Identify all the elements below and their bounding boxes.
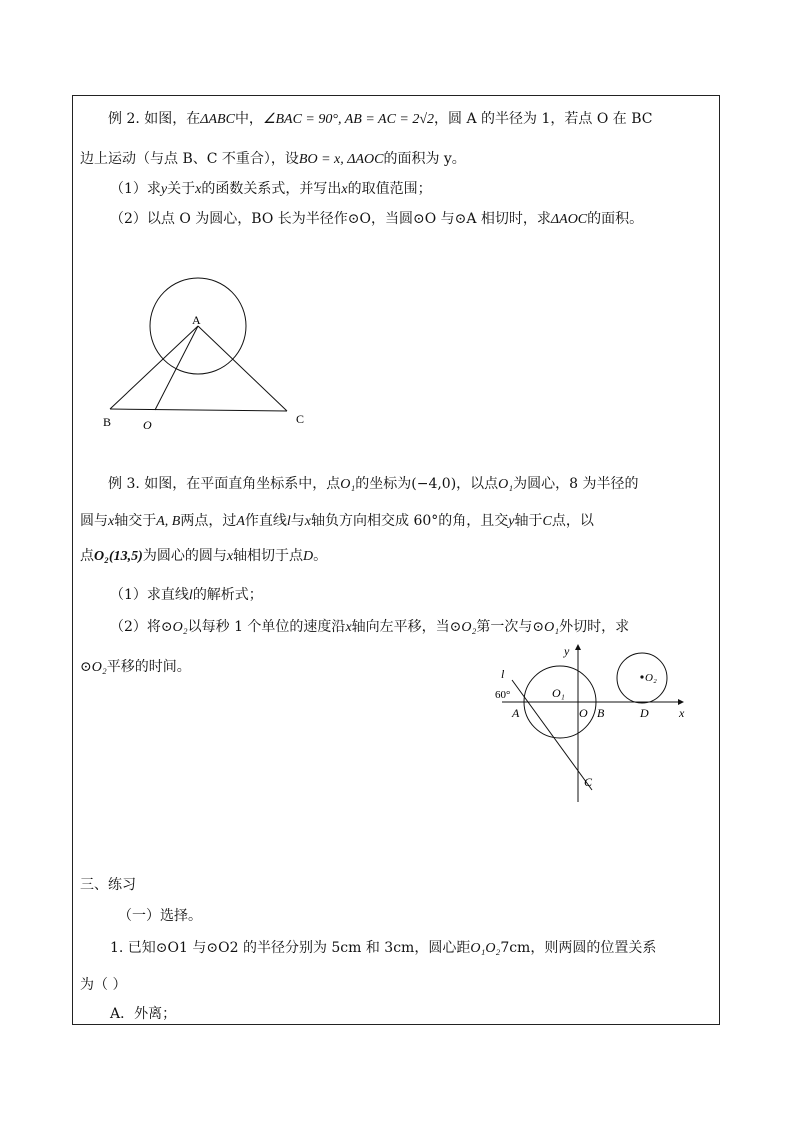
label-y: y bbox=[564, 644, 570, 658]
label-d: D bbox=[640, 706, 649, 720]
ex3-figure bbox=[490, 640, 700, 805]
segment-ab bbox=[110, 326, 198, 409]
ex2-question2: （2）以点 O 为圆心，BO 长为半径作⊙O，当圆⊙O 与⊙A 相切时，求ΔAOC的面积。 bbox=[110, 211, 644, 227]
ex3-question2: （2）将⊙O₂以每秒 1 个单位的速度沿x轴向左平移，当⊙O₂第一次与⊙O₁外切时，求 bbox=[110, 619, 630, 635]
option-a: A．外离； bbox=[110, 1006, 177, 1022]
practice-1: 1. 已知⊙O1 与⊙O2 的半径分别为 5cm 和 3cm，圆心距O₁O₂7cm，则两圆的位置关系 bbox=[110, 940, 657, 956]
y-axis-arrow bbox=[575, 644, 581, 650]
x-axis-arrow bbox=[678, 699, 684, 705]
label-a: A bbox=[512, 706, 520, 720]
ex3-question1: （1）求直线l的解析式； bbox=[110, 587, 263, 603]
ex2-line2: 边上运动（与点 B、C 不重合），设BO = x, ΔAOC的面积为 y。 bbox=[80, 151, 466, 167]
label-b: B bbox=[103, 415, 112, 429]
label-a: A bbox=[192, 313, 201, 327]
ex2-figure bbox=[95, 270, 325, 440]
ex3-line1: 例 3. 如图，在平面直角坐标系中，点O₁的坐标为(−4,0)，以点O₁为圆心，8 为半径的 bbox=[108, 476, 639, 492]
segment-ac bbox=[198, 326, 287, 411]
ex2-line1: 例 2. 如图，在ΔABC中，∠BAC = 90°, AB = AC = 2√2，圆 A 的半径为 1，若点 O 在 BC bbox=[108, 111, 653, 127]
label-l: l bbox=[501, 667, 505, 681]
segment-bc bbox=[110, 409, 287, 411]
practice-1-cont: 为（ ） bbox=[80, 977, 127, 993]
label-o: O bbox=[143, 418, 152, 432]
ex3-question2-cont: ⊙O₂平移的时间。 bbox=[80, 659, 191, 675]
label-c: C bbox=[296, 412, 305, 426]
center-o2-dot bbox=[640, 675, 643, 678]
ex3-line3: 点O₂(13,5)为圆心的圆与x轴相切于点D。 bbox=[80, 548, 328, 564]
label-60deg: 60° bbox=[495, 689, 511, 701]
label-c: C bbox=[584, 775, 593, 789]
label-o1: O₁ bbox=[552, 686, 565, 700]
ex2-question1: （1）求y关于x的函数关系式，并写出x的取值范围； bbox=[110, 181, 432, 197]
section-heading: 三、练习 bbox=[80, 877, 136, 893]
label-o: O bbox=[579, 706, 588, 720]
ex3-line2: 圆与x轴交于A, B两点，过A作直线l与x轴负方向相交成 60°的角，且交y轴于C点，以 bbox=[80, 513, 594, 529]
label-o2: O₂ bbox=[645, 672, 657, 684]
section-subheading: （一）选择。 bbox=[118, 908, 202, 924]
label-b: B bbox=[597, 706, 605, 720]
segment-ao bbox=[155, 326, 198, 410]
label-x: x bbox=[679, 706, 685, 720]
